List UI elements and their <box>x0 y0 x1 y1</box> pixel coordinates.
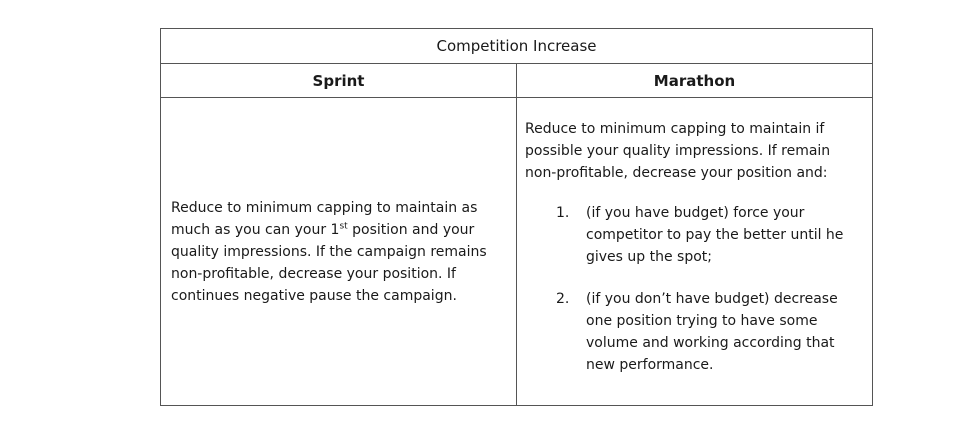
title-row <box>161 29 873 64</box>
content-row <box>161 98 873 406</box>
list-item-number: 1. <box>556 205 570 221</box>
sprint-text-part-1: Reduce to minimum capping to maintain as much as you can your 1 <box>171 199 478 238</box>
sprint-paragraph <box>161 197 516 307</box>
header-row <box>161 64 873 98</box>
list-item <box>517 288 872 376</box>
table-title: Competition Increase <box>161 29 873 64</box>
list-item <box>517 202 872 268</box>
list-item-text: (if you don’t have budget) decrease one position trying to have some volume and working according that new performance. <box>586 291 838 373</box>
list-item-number: 2. <box>556 291 570 307</box>
marathon-cell <box>517 98 873 406</box>
sprint-text-part-2: position and your quality impressions. If the campaign remains non-profitable, decrease your position. If continues negative pause the campaign. <box>171 221 487 304</box>
strategy-table <box>160 28 873 406</box>
list-item-text: (if you have budget) force your competitor to pay the better until he gives up the spot; <box>586 205 844 265</box>
column-header-sprint: Sprint <box>161 64 517 98</box>
ordinal-superscript: st <box>339 220 348 231</box>
column-header-marathon: Marathon <box>517 64 873 98</box>
marathon-intro: Reduce to minimum capping to maintain if possible your quality impressions. If remain non-profitable, decrease your position and: <box>525 121 831 181</box>
sprint-cell <box>161 98 517 406</box>
marathon-list <box>517 202 872 376</box>
